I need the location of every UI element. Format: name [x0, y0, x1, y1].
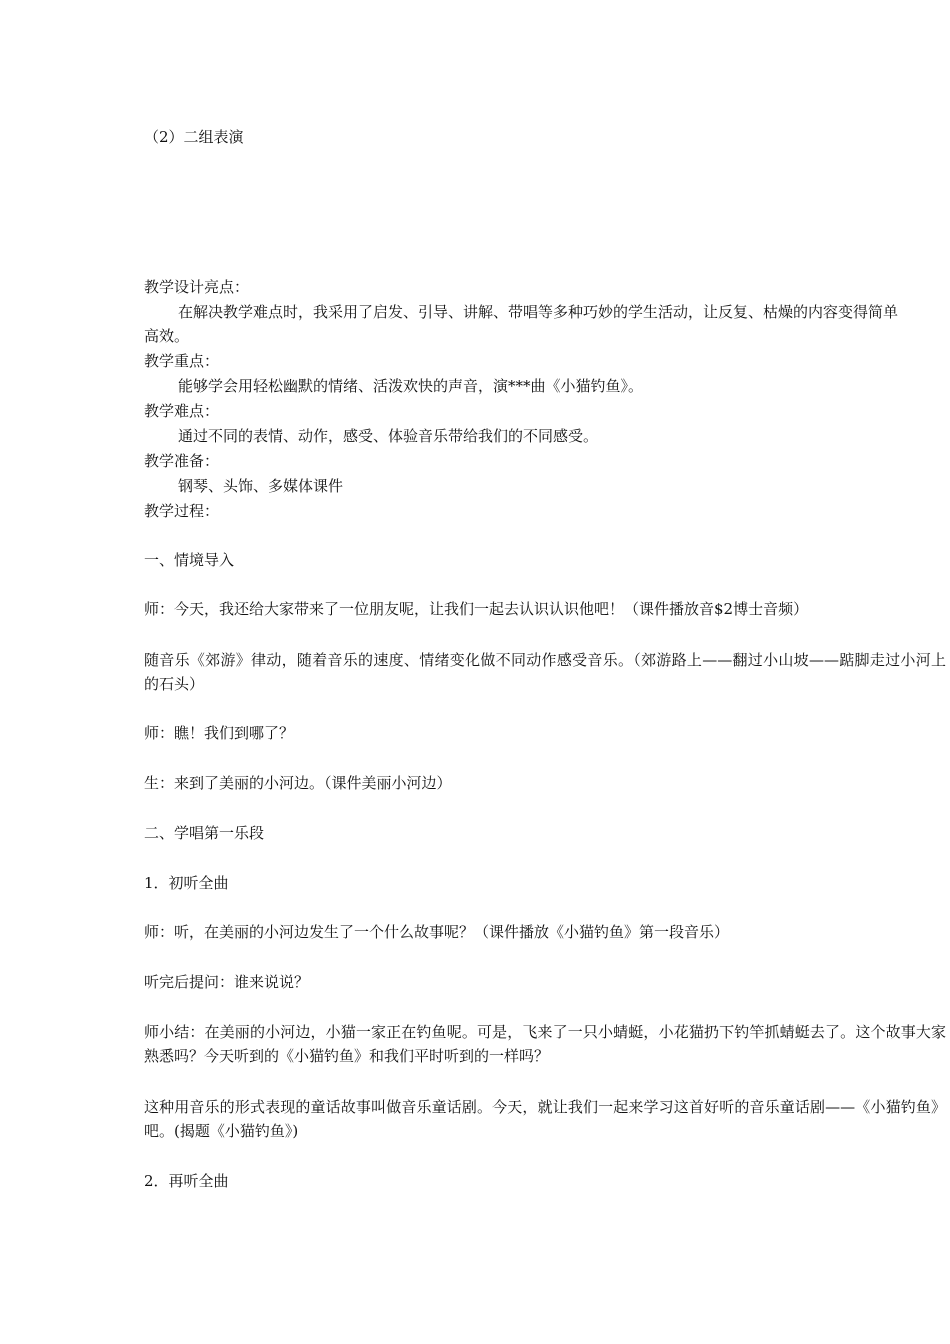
section1-heading: 一、情境导入 [144, 551, 235, 569]
section2-heading: 二、学唱第一乐段 [144, 824, 265, 842]
fairy-tale-paragraph: 这种用音乐的形式表现的童话故事叫做音乐童话剧。今天，就让我们一起来学习这首好听的音乐童话剧——《小猫钓鱼》吧。(揭题《小猫钓鱼》) [144, 1098, 946, 1140]
difficulties-text: 通过不同的表情、动作，感受、体验音乐带给我们的不同感受。 [178, 427, 599, 445]
step2-heading: 2．再听全曲 [144, 1172, 229, 1190]
highlights-text-continued: 高效。 [144, 327, 190, 345]
summary-paragraph: 师小结：在美丽的小河边，小猫一家正在钓鱼呢。可是，飞来了一只小蜻蜓，小花猫扔下钓竿抓蜻蜓去了。这个故事大家熟悉吗？今天听到的《小猫钓鱼》和我们平时听到的一样吗？ [144, 1023, 946, 1065]
process-heading: 教学过程： [144, 502, 220, 520]
highlights-text: 在解决教学难点时，我采用了启发、引导、讲解、带唱等多种巧妙的学生活动，让反复、枯燥的内容变得简单 [178, 303, 899, 321]
rhythm-paragraph: 随音乐《郊游》律动，随着音乐的速度、情绪变化做不同动作感受音乐。（郊游路上——翻过小山坡——踮脚走过小河上的石头） [144, 651, 946, 693]
preparation-text: 钢琴、头饰、多媒体课件 [178, 477, 344, 495]
key-points-heading: 教学重点： [144, 352, 220, 370]
question-paragraph: 听完后提问：谁来说说？ [144, 973, 310, 991]
teacher-story-paragraph: 师：听，在美丽的小河边发生了一个什么故事呢？（课件播放《小猫钓鱼》第一段音乐） [144, 923, 730, 941]
highlights-heading: 教学设计亮点： [144, 278, 250, 296]
step1-heading: 1．初听全曲 [144, 874, 229, 892]
teacher-intro-paragraph: 师：今天，我还给大家带来了一位朋友呢，让我们一起去认识认识他吧！（课件播放音$2博士音频） [144, 600, 809, 618]
preparation-heading: 教学准备： [144, 452, 220, 470]
difficulties-heading: 教学难点： [144, 402, 220, 420]
teacher-look-paragraph: 师：瞧！我们到哪了？ [144, 724, 295, 742]
student-arrive-paragraph: 生：来到了美丽的小河边。（课件美丽小河边） [144, 774, 452, 792]
group-performance-line: （2）二组表演 [144, 128, 244, 146]
key-points-text: 能够学会用轻松幽默的情绪、活泼欢快的声音，演***曲《小猫钓鱼》。 [178, 377, 644, 395]
